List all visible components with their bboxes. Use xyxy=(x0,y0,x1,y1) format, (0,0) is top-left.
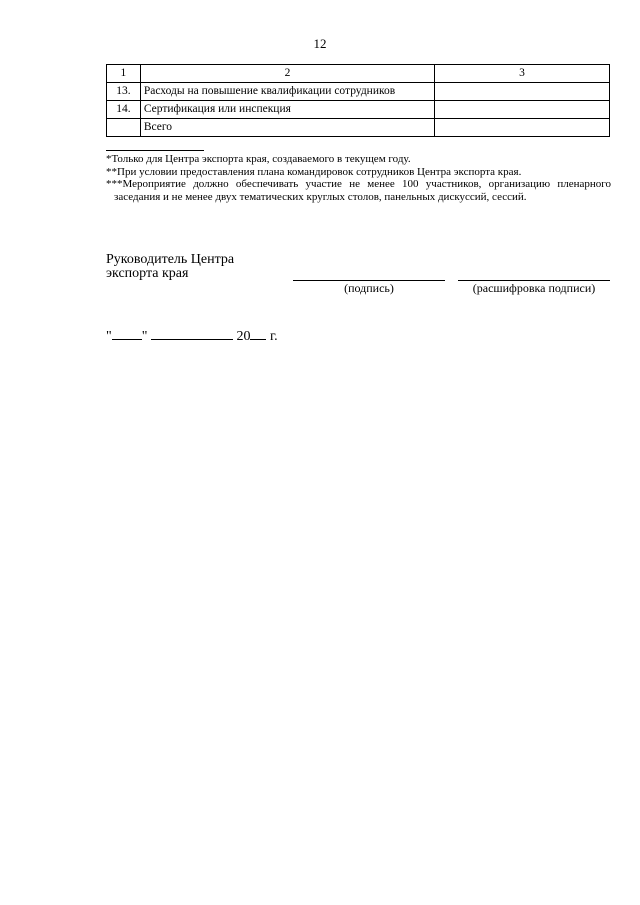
table-row xyxy=(107,101,610,119)
row-name-cell: Сертификация или инспекция xyxy=(140,101,434,119)
row-number-cell xyxy=(107,119,141,137)
footnotes xyxy=(106,153,611,203)
expense-table xyxy=(106,64,610,137)
row-value-cell xyxy=(435,101,610,119)
day-blank xyxy=(112,328,142,340)
footnote: **При условии предоставления плана командировок сотрудников Центра экспорта края. xyxy=(106,165,522,178)
year-blank xyxy=(250,328,266,340)
table-header-cell: 2 xyxy=(140,65,434,83)
year-prefix: 20 xyxy=(236,329,251,344)
table-row xyxy=(107,83,610,101)
month-blank xyxy=(151,328,233,340)
year-suffix: г. xyxy=(269,329,278,344)
table-header-cell: 1 xyxy=(107,65,141,83)
date-line xyxy=(106,328,278,345)
signature-decode-caption: (расшифровка подписи) xyxy=(472,281,596,295)
row-number-cell: 14. xyxy=(107,101,141,119)
page-number: 12 xyxy=(313,36,327,51)
signatory-title-line: экспорта края xyxy=(106,266,189,281)
footnote: ***Мероприятие должно обеспечивать участие не менее 100 участников, организацию пленарного заседания и не менее двух тематических круглых столов, панельных дискуссий, сессий. xyxy=(106,178,611,203)
signatory-title-line: Руководитель Центра xyxy=(106,252,235,267)
footnote: *Только для Центра экспорта края, создаваемого в текущем году. xyxy=(106,153,411,165)
row-value-cell xyxy=(435,119,610,137)
table-header-row xyxy=(107,65,610,83)
table-header-cell: 3 xyxy=(435,65,610,83)
table-total-row xyxy=(107,119,610,137)
row-number-cell: 13. xyxy=(107,83,141,101)
date-quote-close: " xyxy=(141,329,148,344)
row-name-cell: Расходы на повышение квалификации сотрудников xyxy=(140,83,434,101)
signatory-title xyxy=(106,253,234,281)
row-name-cell: Всего xyxy=(140,119,434,137)
date-quote-open: " xyxy=(106,329,112,344)
footnote-divider xyxy=(106,150,204,151)
signature-caption: (подпись) xyxy=(344,281,394,295)
row-value-cell xyxy=(435,83,610,101)
